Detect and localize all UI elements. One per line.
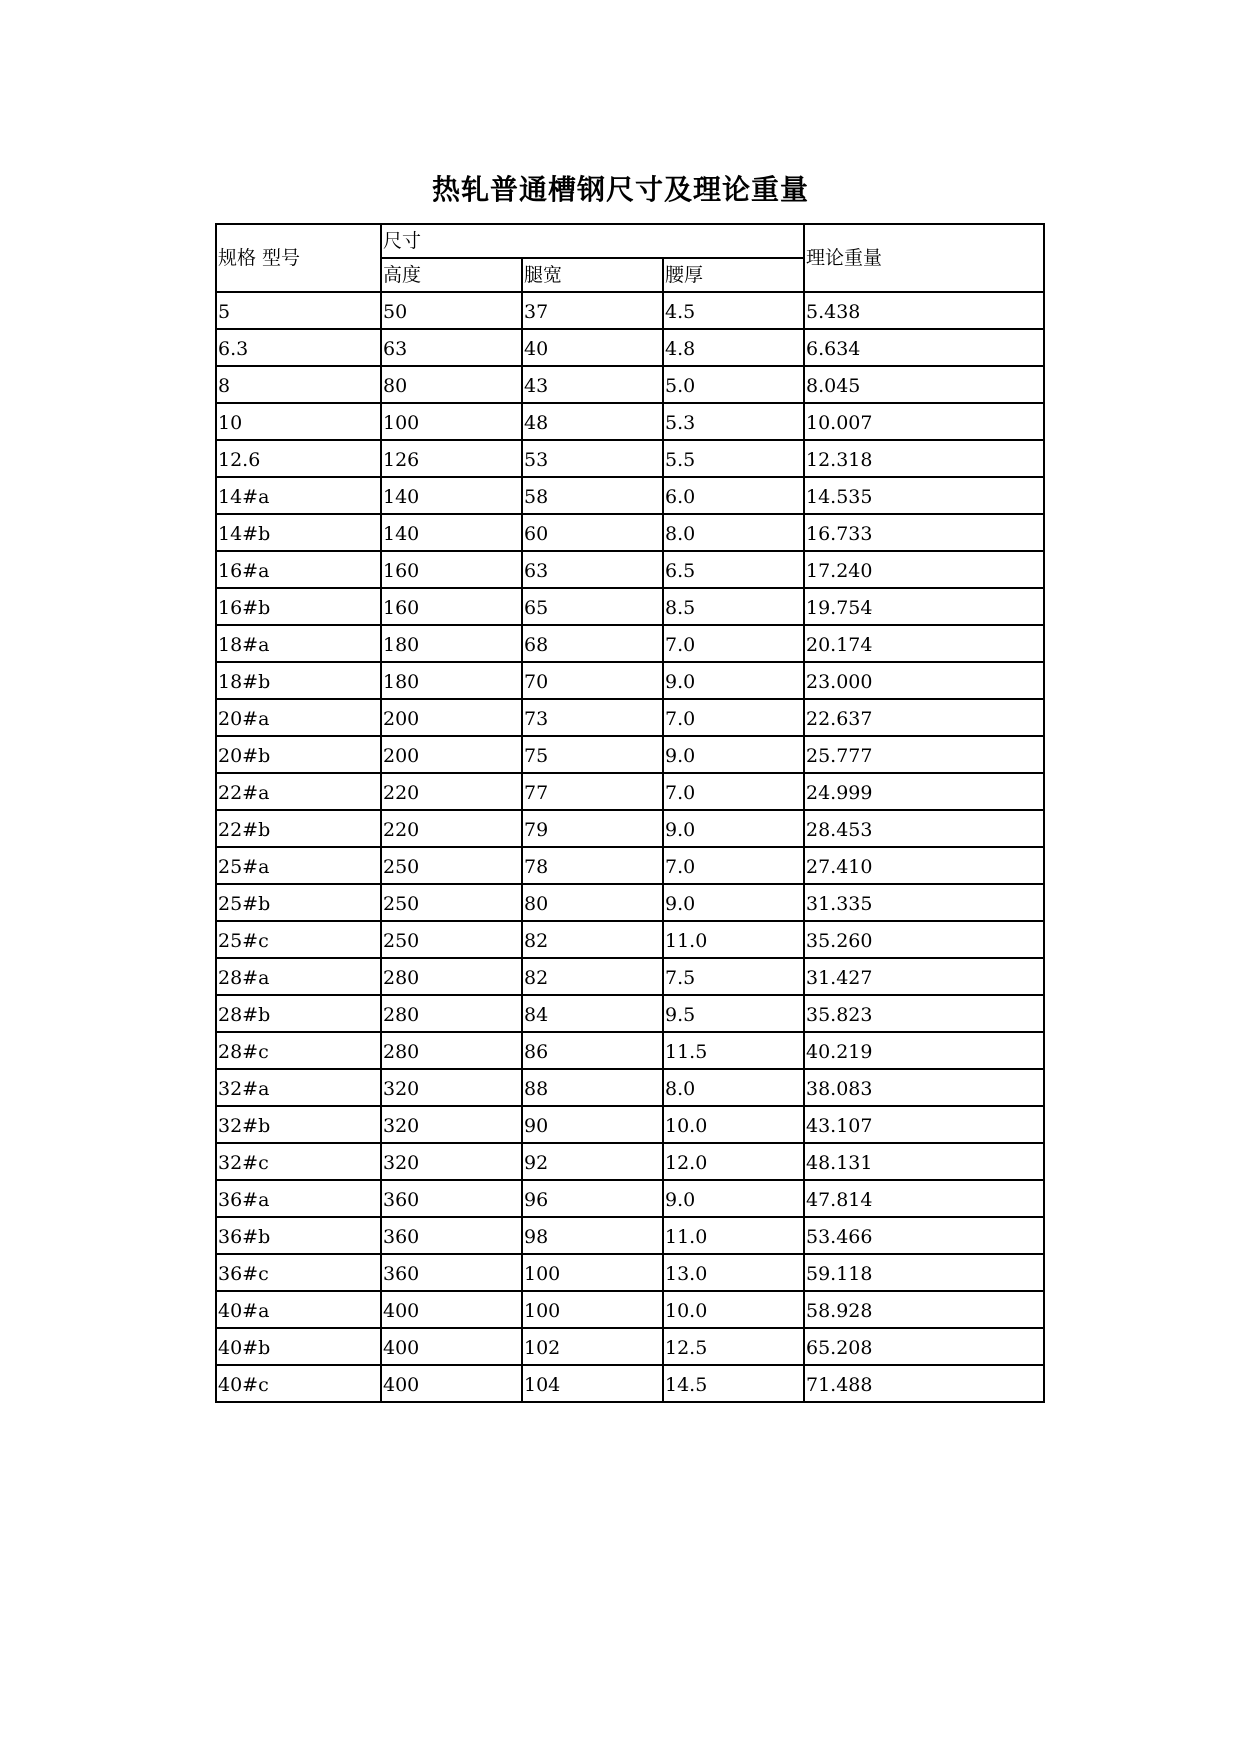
cell-weight: 31.427: [804, 958, 1044, 995]
table-row: [216, 1106, 1044, 1143]
cell-leg-width: 88: [522, 1069, 663, 1106]
table-row: [216, 736, 1044, 773]
cell-height: 250: [381, 847, 522, 884]
cell-model: 14#b: [216, 514, 381, 551]
cell-height: 180: [381, 662, 522, 699]
cell-weight: 10.007: [804, 403, 1044, 440]
table-row: [216, 292, 1044, 329]
cell-model: 8: [216, 366, 381, 403]
cell-leg-width: 73: [522, 699, 663, 736]
cell-leg-width: 82: [522, 958, 663, 995]
cell-leg-width: 90: [522, 1106, 663, 1143]
cell-leg-width: 78: [522, 847, 663, 884]
cell-weight: 22.637: [804, 699, 1044, 736]
cell-waist-thickness: 14.5: [663, 1365, 804, 1402]
cell-leg-width: 104: [522, 1365, 663, 1402]
header-height: 高度: [381, 258, 522, 292]
cell-model: 22#b: [216, 810, 381, 847]
cell-model: 20#a: [216, 699, 381, 736]
cell-model: 36#b: [216, 1217, 381, 1254]
table-row: [216, 1328, 1044, 1365]
cell-waist-thickness: 12.0: [663, 1143, 804, 1180]
table-row: [216, 884, 1044, 921]
table-row: [216, 329, 1044, 366]
cell-height: 360: [381, 1180, 522, 1217]
table-row: [216, 958, 1044, 995]
table-row: [216, 440, 1044, 477]
cell-waist-thickness: 9.0: [663, 1180, 804, 1217]
cell-height: 200: [381, 699, 522, 736]
cell-weight: 40.219: [804, 1032, 1044, 1069]
cell-model: 40#c: [216, 1365, 381, 1402]
cell-weight: 5.438: [804, 292, 1044, 329]
cell-leg-width: 48: [522, 403, 663, 440]
cell-waist-thickness: 10.0: [663, 1106, 804, 1143]
cell-waist-thickness: 7.0: [663, 773, 804, 810]
cell-height: 400: [381, 1365, 522, 1402]
cell-leg-width: 65: [522, 588, 663, 625]
cell-weight: 65.208: [804, 1328, 1044, 1365]
cell-waist-thickness: 6.0: [663, 477, 804, 514]
table-row: [216, 477, 1044, 514]
cell-waist-thickness: 12.5: [663, 1328, 804, 1365]
cell-model: 16#a: [216, 551, 381, 588]
cell-model: 18#a: [216, 625, 381, 662]
cell-weight: 47.814: [804, 1180, 1044, 1217]
cell-model: 16#b: [216, 588, 381, 625]
table-row: [216, 366, 1044, 403]
table-row: [216, 1180, 1044, 1217]
cell-weight: 71.488: [804, 1365, 1044, 1402]
cell-waist-thickness: 11.5: [663, 1032, 804, 1069]
cell-weight: 38.083: [804, 1069, 1044, 1106]
cell-leg-width: 80: [522, 884, 663, 921]
cell-model: 18#b: [216, 662, 381, 699]
table-row: [216, 1365, 1044, 1402]
cell-weight: 43.107: [804, 1106, 1044, 1143]
cell-model: 10: [216, 403, 381, 440]
cell-height: 250: [381, 921, 522, 958]
cell-height: 180: [381, 625, 522, 662]
cell-leg-width: 77: [522, 773, 663, 810]
cell-model: 32#c: [216, 1143, 381, 1180]
cell-model: 28#c: [216, 1032, 381, 1069]
table-row: [216, 773, 1044, 810]
table-row: [216, 1069, 1044, 1106]
cell-weight: 16.733: [804, 514, 1044, 551]
cell-model: 40#b: [216, 1328, 381, 1365]
cell-leg-width: 43: [522, 366, 663, 403]
cell-height: 250: [381, 884, 522, 921]
cell-leg-width: 82: [522, 921, 663, 958]
cell-height: 320: [381, 1106, 522, 1143]
cell-height: 280: [381, 1032, 522, 1069]
cell-weight: 19.754: [804, 588, 1044, 625]
cell-leg-width: 40: [522, 329, 663, 366]
cell-leg-width: 100: [522, 1291, 663, 1328]
cell-height: 140: [381, 477, 522, 514]
cell-height: 320: [381, 1069, 522, 1106]
table-row: [216, 699, 1044, 736]
cell-model: 25#b: [216, 884, 381, 921]
cell-leg-width: 53: [522, 440, 663, 477]
cell-model: 36#c: [216, 1254, 381, 1291]
cell-waist-thickness: 10.0: [663, 1291, 804, 1328]
cell-height: 160: [381, 588, 522, 625]
cell-waist-thickness: 9.0: [663, 810, 804, 847]
cell-weight: 23.000: [804, 662, 1044, 699]
cell-weight: 24.999: [804, 773, 1044, 810]
cell-waist-thickness: 7.0: [663, 625, 804, 662]
cell-weight: 8.045: [804, 366, 1044, 403]
cell-height: 400: [381, 1291, 522, 1328]
header-waist-thickness: 腰厚: [663, 258, 804, 292]
cell-leg-width: 98: [522, 1217, 663, 1254]
cell-model: 20#b: [216, 736, 381, 773]
cell-height: 80: [381, 366, 522, 403]
header-weight: 理论重量: [804, 224, 1044, 292]
cell-weight: 28.453: [804, 810, 1044, 847]
cell-leg-width: 60: [522, 514, 663, 551]
cell-leg-width: 68: [522, 625, 663, 662]
cell-height: 320: [381, 1143, 522, 1180]
cell-model: 25#a: [216, 847, 381, 884]
table-row: [216, 662, 1044, 699]
cell-waist-thickness: 9.0: [663, 736, 804, 773]
cell-waist-thickness: 8.0: [663, 1069, 804, 1106]
table-row: [216, 921, 1044, 958]
cell-leg-width: 63: [522, 551, 663, 588]
cell-waist-thickness: 11.0: [663, 921, 804, 958]
cell-model: 12.6: [216, 440, 381, 477]
cell-height: 126: [381, 440, 522, 477]
cell-waist-thickness: 7.0: [663, 699, 804, 736]
cell-weight: 31.335: [804, 884, 1044, 921]
cell-model: 32#b: [216, 1106, 381, 1143]
table-row: [216, 514, 1044, 551]
cell-leg-width: 86: [522, 1032, 663, 1069]
cell-waist-thickness: 7.5: [663, 958, 804, 995]
cell-weight: 17.240: [804, 551, 1044, 588]
cell-height: 63: [381, 329, 522, 366]
cell-leg-width: 79: [522, 810, 663, 847]
cell-height: 360: [381, 1254, 522, 1291]
cell-model: 32#a: [216, 1069, 381, 1106]
cell-height: 360: [381, 1217, 522, 1254]
cell-waist-thickness: 8.0: [663, 514, 804, 551]
channel-steel-table: [215, 223, 1045, 1403]
cell-model: 28#b: [216, 995, 381, 1032]
cell-waist-thickness: 9.0: [663, 884, 804, 921]
cell-waist-thickness: 4.8: [663, 329, 804, 366]
table-row: [216, 810, 1044, 847]
cell-weight: 35.260: [804, 921, 1044, 958]
cell-weight: 59.118: [804, 1254, 1044, 1291]
table-row: [216, 1291, 1044, 1328]
table-row: [216, 625, 1044, 662]
cell-leg-width: 100: [522, 1254, 663, 1291]
table-row: [216, 1032, 1044, 1069]
table-row: [216, 1217, 1044, 1254]
header-model: 规格 型号: [216, 224, 381, 292]
cell-model: 40#a: [216, 1291, 381, 1328]
cell-height: 50: [381, 292, 522, 329]
table-row: [216, 588, 1044, 625]
cell-weight: 12.318: [804, 440, 1044, 477]
cell-height: 280: [381, 958, 522, 995]
cell-leg-width: 70: [522, 662, 663, 699]
cell-height: 100: [381, 403, 522, 440]
header-leg-width: 腿宽: [522, 258, 663, 292]
cell-waist-thickness: 5.3: [663, 403, 804, 440]
table-row: [216, 1143, 1044, 1180]
cell-weight: 20.174: [804, 625, 1044, 662]
cell-weight: 58.928: [804, 1291, 1044, 1328]
cell-waist-thickness: 9.5: [663, 995, 804, 1032]
cell-height: 140: [381, 514, 522, 551]
cell-waist-thickness: 7.0: [663, 847, 804, 884]
cell-weight: 48.131: [804, 1143, 1044, 1180]
cell-model: 36#a: [216, 1180, 381, 1217]
cell-height: 280: [381, 995, 522, 1032]
cell-height: 220: [381, 810, 522, 847]
cell-model: 28#a: [216, 958, 381, 995]
cell-leg-width: 102: [522, 1328, 663, 1365]
header-dimensions: 尺寸: [381, 224, 804, 258]
cell-model: 25#c: [216, 921, 381, 958]
cell-leg-width: 84: [522, 995, 663, 1032]
cell-height: 400: [381, 1328, 522, 1365]
cell-weight: 27.410: [804, 847, 1044, 884]
cell-weight: 53.466: [804, 1217, 1044, 1254]
cell-model: 6.3: [216, 329, 381, 366]
page-title: 热轧普通槽钢尺寸及理论重量: [431, 173, 809, 206]
cell-leg-width: 92: [522, 1143, 663, 1180]
cell-leg-width: 75: [522, 736, 663, 773]
table-row: [216, 551, 1044, 588]
table-row: [216, 403, 1044, 440]
cell-model: 14#a: [216, 477, 381, 514]
cell-height: 220: [381, 773, 522, 810]
cell-weight: 14.535: [804, 477, 1044, 514]
cell-waist-thickness: 5.5: [663, 440, 804, 477]
cell-height: 200: [381, 736, 522, 773]
cell-waist-thickness: 5.0: [663, 366, 804, 403]
cell-leg-width: 37: [522, 292, 663, 329]
cell-height: 160: [381, 551, 522, 588]
cell-waist-thickness: 8.5: [663, 588, 804, 625]
cell-leg-width: 96: [522, 1180, 663, 1217]
cell-model: 5: [216, 292, 381, 329]
cell-waist-thickness: 9.0: [663, 662, 804, 699]
header-row-1: [216, 224, 1044, 258]
table-row: [216, 847, 1044, 884]
cell-weight: 25.777: [804, 736, 1044, 773]
table-row: [216, 1254, 1044, 1291]
cell-model: 22#a: [216, 773, 381, 810]
table-row: [216, 995, 1044, 1032]
cell-weight: 6.634: [804, 329, 1044, 366]
cell-waist-thickness: 6.5: [663, 551, 804, 588]
cell-waist-thickness: 11.0: [663, 1217, 804, 1254]
cell-waist-thickness: 4.5: [663, 292, 804, 329]
cell-waist-thickness: 13.0: [663, 1254, 804, 1291]
cell-weight: 35.823: [804, 995, 1044, 1032]
cell-leg-width: 58: [522, 477, 663, 514]
